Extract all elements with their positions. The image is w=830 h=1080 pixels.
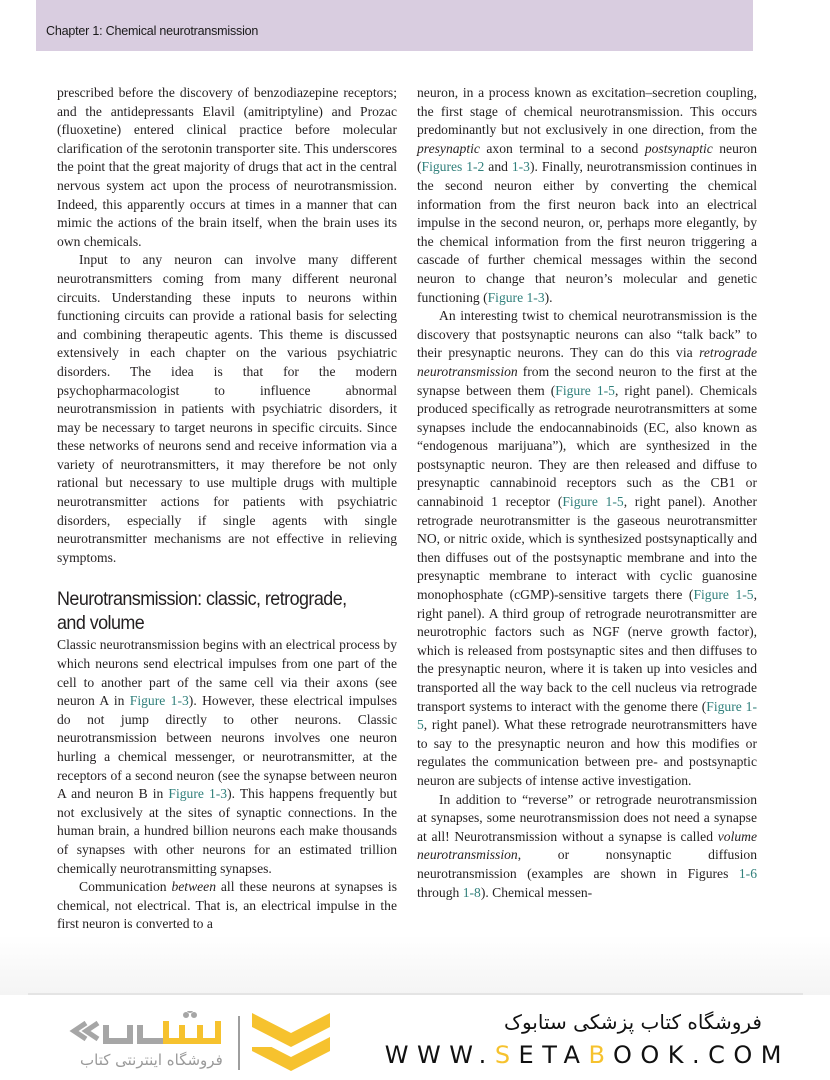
text-run: , right panel). A third group of retrograde neurotransmitter are neurotrophic factors such as NGF (nerve growth factor), which is released from postsynaptic sites and then diffuses to the presynaptic neuron, where it is taken up into vesicles and transported all the way back to the cell nucleus via retrograde transport systems to interact with the genome there ( xyxy=(417,587,757,714)
figure-link[interactable]: 1-3 xyxy=(511,159,530,175)
emphasis: postsynaptic xyxy=(644,140,713,156)
left-column xyxy=(57,84,397,934)
text-run: neuron, in a process known as excitation–secretion coupling, the first stage of chemical neurotransmission. This occurs predominantly but not exclusively in one direction, from the xyxy=(417,85,757,138)
section-heading-line: and volume xyxy=(57,612,145,635)
text-run: Classic neurotransmission begins with an electrical process by which neurons send electrical impulses from one part of the cell to another part of the same cell via their axons (see neuron A in xyxy=(57,637,397,709)
text-run: all these neurons at synapses is chemical, not electrical. That is, an electrical impulse in the first neuron is converted to a xyxy=(57,879,397,932)
text-run: Communication xyxy=(79,879,172,895)
store-url[interactable] xyxy=(385,1040,790,1070)
emphasis: presynaptic xyxy=(417,140,480,156)
figure-link[interactable]: Figure 1-5 xyxy=(417,698,757,733)
figure-link[interactable]: Figure 1-3 xyxy=(487,289,545,305)
text-run: , right panel). Chemicals produced specifically as retrograde neurotransmitters at some synapses include the endocannabinoids (EC, also known as “endogenous marijuana”), which are synthesized in the postsynaptic neuron. They are then released and diffuse to presynaptic cannabinoid receptors such as the CB1 or cannabinoid 1 receptor ( xyxy=(417,382,757,510)
text-run: , or nonsynaptic diffusion neurotransmission (examples are shown in Figures xyxy=(417,847,757,881)
figure-link[interactable]: Figure 1-5 xyxy=(555,382,615,398)
url-part: ETA xyxy=(518,1041,589,1069)
text-run: , right panel). What these retrograde neurotransmitters have to say to the presynaptic neuron and how this modifies or regulates the communication between pre- and postsynaptic neuron are subjects of intense active investigation. xyxy=(417,717,757,788)
text-run: ). Finally, neurotransmission continues in the second neuron either by converting the chemical information from the first neuron back into an electrical impulse in the second neuron, or, perhaps more elegantly, by the chemical information from the first neuron triggering a cascade of further chemical messages within the second neuron to change that neuron’s molecular and genetic functioning ( xyxy=(417,159,757,305)
text-run: and xyxy=(484,159,512,175)
page-cut-edge xyxy=(28,993,803,995)
paragraph xyxy=(57,636,397,878)
text-run: ). xyxy=(544,289,553,305)
emphasis: volume neurotransmission xyxy=(417,828,757,863)
paragraph xyxy=(57,878,397,934)
logo-subtitle: فروشگاه اینترنتی کتاب xyxy=(80,1051,223,1069)
emphasis: retrograde neurotransmission xyxy=(417,345,757,379)
setabook-logo xyxy=(68,1008,333,1080)
figure-link[interactable]: Figure 1-3 xyxy=(129,693,189,709)
text-run: axon terminal to a second xyxy=(479,140,645,156)
section-heading-line: Neurotransmission: classic, retrograde, xyxy=(57,588,347,611)
paragraph xyxy=(417,84,757,307)
right-column xyxy=(417,84,757,902)
figure-link[interactable]: Figures 1-2 xyxy=(421,159,485,175)
text-run: In addition to “reverse” or retrograde neurotransmission at synapses, some neurotransmission does not need a synapse at all! Neurotransmission without a synapse is called xyxy=(417,791,757,844)
store-name: فروشگاه کتاب پزشکی ستابوک xyxy=(504,1010,762,1034)
footer-store-info xyxy=(385,1008,790,1070)
paragraph: Input to any neuron can involve many different neurotransmitters coming from many different neuronal circuits. Understanding these inputs to neurons within functioning circuits can provide a rational basis for selecting and combining therapeutic agents. This theme is discussed extensively in each chapter on the various psychiatric disorders. The idea is that for the modern psychopharmacologist to influence abnormal neurotransmission in patients with psychiatric disorders, it may be necessary to target neurons in specific circuits. Since these networks of neurons send and receive information via a variety of neurotransmitters, it may therefore be not only rational but necessary to use multiple drugs with multiple neurotransmitter actions for patients with psychiatric disorders, especially if single agents with single neurotransmitter mechanisms are not effective in relieving symptoms. xyxy=(57,252,397,565)
paragraph xyxy=(417,307,757,790)
chapter-title: Chapter 1: Chemical neurotransmission xyxy=(46,24,259,38)
chevron-shield-icon xyxy=(250,1011,332,1075)
emphasis: between xyxy=(171,879,217,895)
figure-link[interactable]: Figure 1-5 xyxy=(562,494,624,510)
page-fade-overlay xyxy=(0,935,830,995)
figure-link[interactable]: Figure 1-5 xyxy=(693,587,754,603)
logo-wordmark-icon xyxy=(68,1011,233,1051)
text-run: , right panel). Another retrograde neurotransmitter is the gaseous neurotransmitter NO, or nitric oxide, which is synthesized postsynaptically and then diffuses out of the postsynaptic membrane and into the presynaptic membrane to interact with cyclic guanosine monophosphate (cGMP)-sensitive targets there ( xyxy=(417,494,757,603)
text-run: ). This happens frequently but not exclusively at the sites of synaptic connections. In the human brain, a hundred billion neurons each make thousands of synapses with other neurons for an estimated trillion chemically neurotransmitting synapses. xyxy=(57,786,398,876)
url-part: WWW. xyxy=(384,1041,495,1069)
figure-link[interactable]: 1-6 xyxy=(738,865,757,881)
paragraph xyxy=(417,791,757,903)
text-run: ). Chemical messen- xyxy=(480,884,593,900)
text-run: An interesting twist to chemical neurotransmission is the discovery that postsynaptic neurons can also “talk back” to their presynaptic neurons. They can do this via xyxy=(417,308,757,361)
url-part: OOK.COM xyxy=(612,1041,790,1069)
text-run: neuron ( xyxy=(417,140,757,175)
text-run: from the second neuron to the first at the synapse between them ( xyxy=(417,363,757,398)
chapter-header-band xyxy=(36,0,753,51)
text-run: ). However, these electrical impulses do not jump directly to other neurons. Classic neurotransmission between neurons involves one neuron hurling a chemical messenger, or neurotransmitter, at the receptors of a second neuron (see the synapse between neuron A and neuron B in xyxy=(57,693,397,802)
url-highlight: B xyxy=(588,1041,613,1069)
text-run: through xyxy=(417,884,463,900)
section-heading xyxy=(57,587,370,635)
figure-link[interactable]: 1-8 xyxy=(462,884,481,900)
figure-link[interactable]: Figure 1-3 xyxy=(168,786,228,802)
logo-divider xyxy=(238,1016,240,1070)
paragraph: prescribed before the discovery of benzodiazepine receptors; and the antidepressants Elavil (amitriptyline) and Prozac (fluoxetine) entered clinical practice before molecular clarification of the serotonin transporter site. This underscores the point that the great majority of drugs that act in the central nervous system act upon the process of neurotransmission. Indeed, this apparently occurs at times in a manner that can mimic the actions of the brain itself, when the brain uses its own chemicals. xyxy=(57,85,397,249)
url-highlight: S xyxy=(494,1041,519,1069)
